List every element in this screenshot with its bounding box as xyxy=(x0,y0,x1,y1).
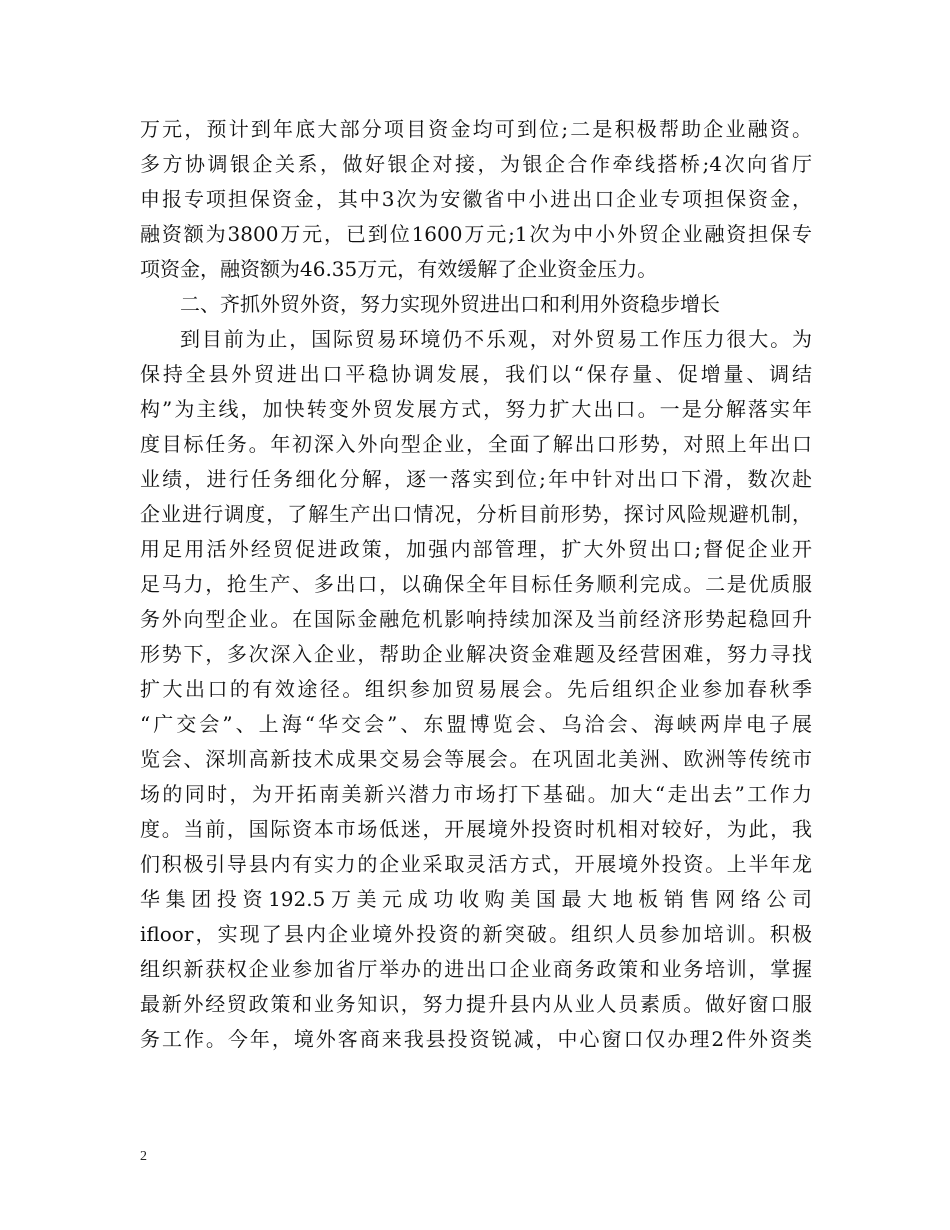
text-line: ifloor，实现了县内企业境外投资的新突破。组织人员参加培训。积极 xyxy=(140,922,812,946)
page-number: 2 xyxy=(140,1149,147,1164)
text-line: 务外向型企业。在国际金融危机影响持续加深及当前经济形势起稳回升 xyxy=(140,607,812,631)
text-line: 们积极引导县内有实力的企业采取灵活方式，开展境外投资。上半年龙 xyxy=(140,852,812,876)
text-line: 华集团投资192.5万美元成功收购美国最大地板销售网络公司 xyxy=(140,887,812,911)
text-line: 用足用活外经贸促进政策，加强内部管理，扩大外贸出口;督促企业开 xyxy=(140,537,812,561)
text-line: 最新外经贸政策和业务知识，努力提升县内从业人员素质。做好窗口服 xyxy=(140,992,812,1016)
text-line: 务工作。今年，境外客商来我县投资锐减，中心窗口仅办理2件外资类 xyxy=(140,1027,812,1051)
text-line: 万元，预计到年底大部分项目资金均可到位;二是积极帮助企业融资。 xyxy=(140,117,812,141)
text-line: 览会、深圳高新技术成果交易会等展会。在巩固北美洲、欧洲等传统市 xyxy=(140,747,812,771)
text-line: 申报专项担保资金，其中3次为安徽省中小进出口企业专项担保资金， xyxy=(140,187,812,211)
text-line: 构”为主线，加快转变外贸发展方式，努力扩大出口。一是分解落实年 xyxy=(140,397,812,421)
text-line: 融资额为3800万元，已到位1600万元;1次为中小外贸企业融资担保专 xyxy=(140,222,812,246)
text-line: 度。当前，国际资本市场低迷，开展境外投资时机相对较好，为此，我 xyxy=(140,817,812,841)
text-line: 业绩，进行任务细化分解，逐一落实到位;年中针对出口下滑，数次赴 xyxy=(140,467,812,491)
text-line: 足马力，抢生产、多出口，以确保全年目标任务顺利完成。二是优质服 xyxy=(140,572,812,596)
text-line: “广交会”、上海“华交会”、东盟博览会、乌洽会、海峡两岸电子展 xyxy=(140,712,812,736)
text-line: 度目标任务。年初深入外向型企业，全面了解出口形势，对照上年出口 xyxy=(140,432,812,456)
section-heading: 二、齐抓外贸外资，努力实现外贸进出口和利用外资稳步增长 xyxy=(180,292,720,316)
text-line: 多方协调银企关系，做好银企对接，为银企合作牵线搭桥;4次向省厅 xyxy=(140,152,812,176)
body-text xyxy=(140,112,812,1057)
text-line: 企业进行调度，了解生产出口情况，分析目前形势，探讨风险规避机制， xyxy=(140,502,812,526)
text-line: 形势下，多次深入企业，帮助企业解决资金难题及经营困难，努力寻找 xyxy=(140,642,812,666)
text-line: 扩大出口的有效途径。组织参加贸易展会。先后组织企业参加春秋季 xyxy=(140,677,812,701)
text-line: 项资金，融资额为46.35万元，有效缓解了企业资金压力。 xyxy=(140,257,658,281)
text-line: 到目前为止，国际贸易环境仍不乐观，对外贸易工作压力很大。为 xyxy=(180,327,812,351)
text-line: 保持全县外贸进出口平稳协调发展，我们以“保存量、促增量、调结 xyxy=(140,362,812,386)
text-line: 场的同时，为开拓南美新兴潜力市场打下基础。加大“走出去”工作力 xyxy=(140,782,812,806)
text-line: 组织新获权企业参加省厅举办的进出口企业商务政策和业务培训，掌握 xyxy=(140,957,812,981)
